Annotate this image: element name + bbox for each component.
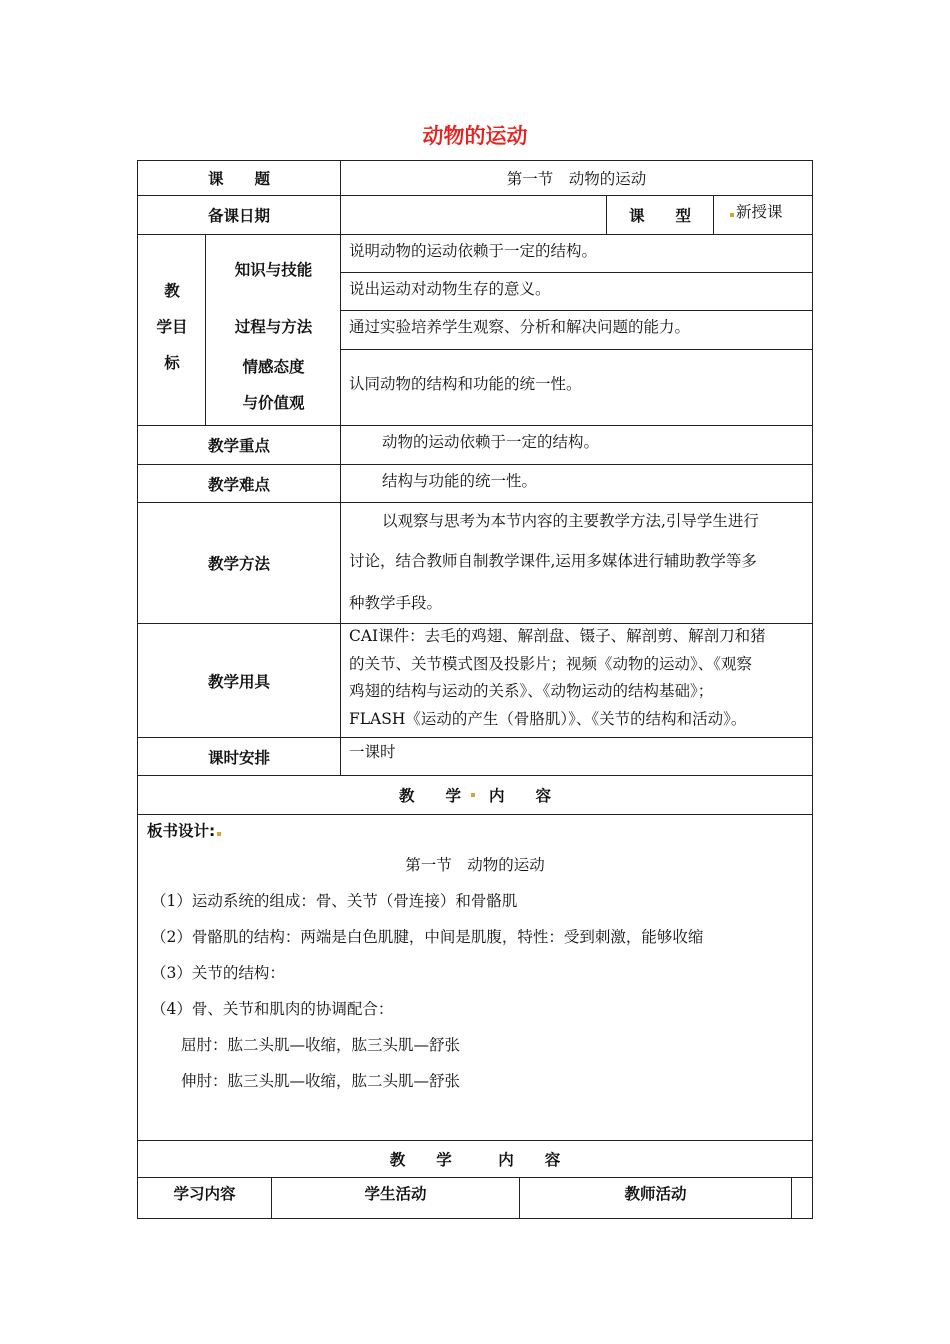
activities-col-teacher: 教师活动: [520, 1178, 792, 1218]
objectives-label-line-1: 教: [164, 282, 180, 300]
tools-label: 教学用具: [138, 624, 341, 737]
board-line: （2）骨骼肌的结构：两端是白色肌腱，中间是肌腹，特性：受到刺激，能够收缩: [151, 928, 704, 946]
type-label: 课 型: [607, 196, 714, 234]
board-label-text: 板书设计:: [147, 822, 216, 840]
mark-dot: [471, 793, 475, 797]
methods-line: 讨论，结合教师自制教学课件,运用多媒体进行辅助教学等多: [349, 552, 757, 570]
schedule-row: [138, 738, 812, 776]
activities-col-student: 学生活动: [272, 1178, 520, 1218]
content-header-2: 教 学 内 容: [138, 1141, 812, 1178]
mark-dot: [730, 213, 734, 217]
activities-header-row: [138, 1178, 812, 1218]
schedule-value: 一课时: [349, 743, 396, 761]
type-value: [714, 196, 812, 234]
board-label: [147, 819, 223, 841]
objectives-label-line-3: 标: [164, 354, 180, 372]
objective-item: [341, 273, 812, 311]
board-design: [138, 815, 812, 1141]
objective-item-text: 通过实验培养学生观察、分析和解决问题的能力。: [349, 318, 691, 336]
key-points-row: [138, 426, 812, 465]
key-points-value: 动物的运动依赖于一定的结构。: [382, 433, 600, 451]
board-line: （1）运动系统的组成：骨、关节（骨连接）和骨骼肌: [151, 892, 518, 910]
content-header-1-left: 教 学: [398, 787, 461, 805]
board-line: （3）关节的结构：: [151, 964, 285, 982]
methods-line: 种教学手段。: [349, 594, 443, 612]
difficulties-row: [138, 465, 812, 503]
tools-line: 的关节、关节模式图及投影片；视频《动物的运动》、《观察: [349, 655, 753, 673]
difficulties-value: 结构与功能的统一性。: [382, 472, 538, 490]
key-points-label: 教学重点: [138, 426, 341, 464]
objectives-label-line-2: 学目: [156, 318, 188, 336]
date-value: [341, 196, 607, 234]
objective-item: [341, 235, 812, 273]
objectives-sublabels: [206, 235, 341, 425]
tools-line: CAI课件：去毛的鸡翅、解剖盘、镊子、解剖剪、解剖刀和猪: [349, 627, 766, 645]
objectives-group-label: [138, 235, 206, 425]
objective-item: [341, 350, 812, 426]
tools-line: FLASH《运动的产生（骨胳肌）》、《关节的结构和活动》。: [349, 710, 747, 728]
objective-item: [341, 311, 812, 350]
board-line: （4）骨、关节和肌肉的协调配合：: [151, 1000, 394, 1018]
board-indented-line: 屈肘：肱二头肌—收缩，肱三头肌—舒张: [181, 1036, 461, 1054]
tools-line: 鸡翅的结构与运动的关系》、《动物运动的结构基础》；: [349, 682, 714, 700]
topic-value: 第一节 动物的运动: [506, 170, 647, 188]
methods-row: [138, 503, 812, 624]
sublabel-emotion-2: 与价值观: [242, 394, 305, 412]
methods-value: [341, 503, 812, 623]
type-value-text: 新授课: [736, 203, 783, 221]
activities-col-content: 学习内容: [138, 1178, 272, 1218]
objectives-items: [341, 235, 812, 425]
tools-row: [138, 624, 812, 738]
date-row: [138, 196, 812, 235]
lesson-plan-table: [137, 160, 813, 1219]
document-title: 动物的运动: [422, 124, 528, 148]
tools-value: [341, 624, 812, 737]
mark-dot: [217, 832, 221, 836]
schedule-label: 课时安排: [138, 738, 341, 775]
objective-item-text: 说明动物的运动依赖于一定的结构。: [349, 242, 598, 260]
board-indented-line: 伸肘：肱三头肌—收缩，肱二头肌—舒张: [181, 1072, 461, 1090]
board-heading: 第一节 动物的运动: [405, 856, 545, 874]
objective-item-text: 说出运动对动物生存的意义。: [349, 280, 551, 298]
topic-row: [138, 161, 812, 196]
methods-label: 教学方法: [138, 503, 341, 623]
sublabel-process: 过程与方法: [234, 318, 313, 336]
difficulties-label: 教学难点: [138, 465, 341, 502]
topic-label: 课 题: [138, 161, 341, 195]
sublabel-knowledge: 知识与技能: [234, 261, 313, 279]
objectives-block: [138, 235, 812, 426]
methods-line: 以观察与思考为本节内容的主要教学方法,引导学生进行: [382, 512, 759, 530]
content-header-1-right: 内 容: [489, 787, 552, 805]
content-header-1: [138, 776, 812, 815]
sublabel-emotion-1: 情感态度: [242, 358, 305, 376]
objective-item-text: 认同动物的结构和功能的统一性。: [349, 375, 582, 393]
date-label: 备课日期: [138, 196, 341, 234]
